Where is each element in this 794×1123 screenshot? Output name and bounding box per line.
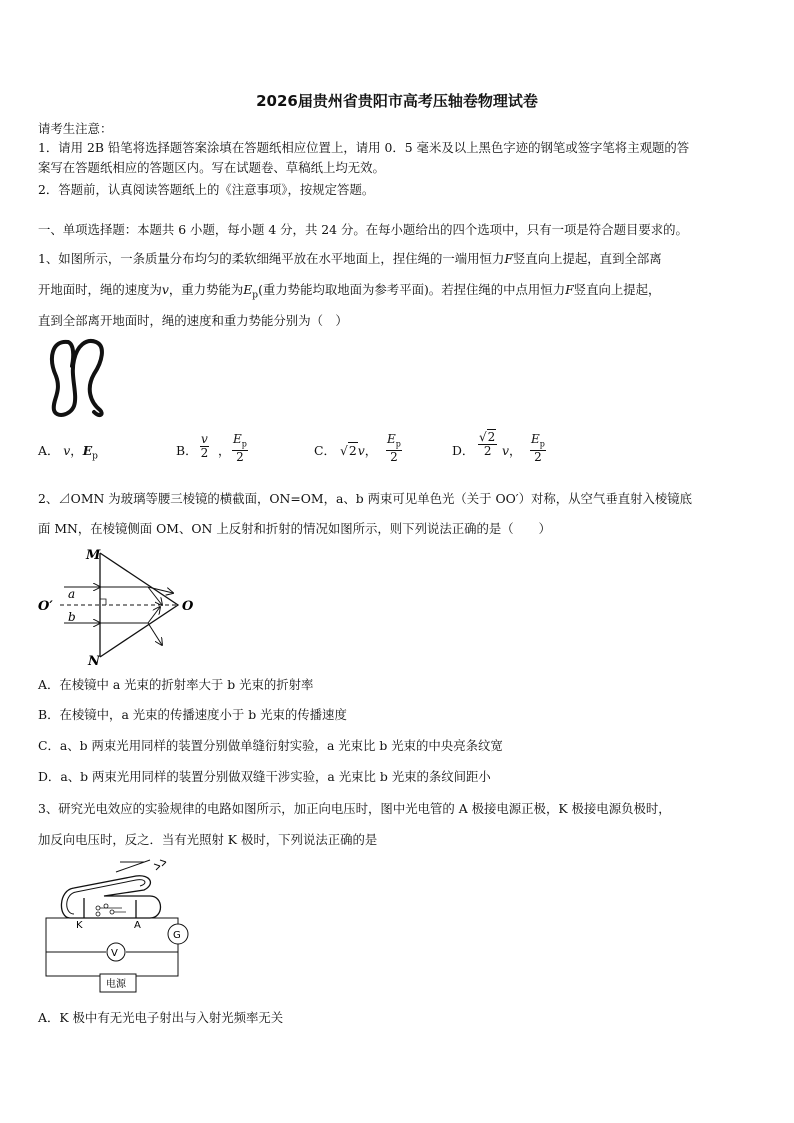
q2-option-a: A．在棱镜中 a 光束的折射率大于 b 光束的折射率 <box>38 677 314 692</box>
label-o: O <box>182 599 194 614</box>
q1-option-d-frac-ep: $\frac{E_p}{2}$ <box>531 432 545 465</box>
q1-option-b-comma: ， <box>218 443 231 458</box>
notice-line-2: 2．答题前，认真阅读答题纸上的《注意事项》，按规定答题。 <box>38 182 375 197</box>
q2-line-1: 2、⊿OMN 为玻璃等腰三棱镜的横截面，ON=OM，a、b 两束可见单色光（关于 OO′）对称，从空气垂直射入棱镜底 <box>38 491 693 506</box>
label-k: K <box>76 920 83 931</box>
q1-option-c-frac-ep: $\frac{E_p}{2}$ <box>387 432 401 465</box>
page-title: 2026届贵州省贵阳市高考压轴卷物理试卷 <box>256 92 538 110</box>
section-heading: 一、单项选择题：本题共 6 小题，每小题 4 分，共 24 分。在每小题给出的四个选项中，只有一项是符合题目要求的。 <box>38 222 688 237</box>
label-a: a <box>68 587 76 601</box>
label-b: b <box>68 610 76 624</box>
notice-heading: 请考生注意： <box>38 121 113 136</box>
rope-figure <box>44 336 110 420</box>
q1-option-b-frac-v: $\frac{v}{2}$ <box>200 432 209 460</box>
label-n: N <box>88 654 100 669</box>
q3-line-1: 3、研究光电效应的实验规律的电路如图所示，加正向电压时，图中光电管的 A 极接电源正极，K 极接电源负极时， <box>38 801 671 816</box>
q1-option-d-frac-sqrt: $\frac{√2}{2}$ <box>479 430 496 458</box>
q2-line-2: 面 MN，在棱镜侧面 OM、ON 上反射和折射的情况如图所示，则下列说法正确的是（ ） <box>38 521 551 536</box>
q2-option-d: D．a、b 两束光用同样的装置分别做双缝干涉实验，a 光束比 b 光束的条纹间距小 <box>38 769 491 784</box>
q1-option-b-frac-ep: $\frac{E_p}{2}$ <box>233 432 247 465</box>
prism-figure <box>36 545 206 670</box>
q1-option-c-sqrt-v: √2v， <box>340 443 378 458</box>
q3-line-2: 加反向电压时，反之．当有光照射 K 极时，下列说法正确的是 <box>38 832 378 847</box>
label-v: V <box>111 948 118 959</box>
label-m: M <box>86 548 101 563</box>
notice-line-1b: 案写在答题纸相应的答题区内。写在试题卷、草稿纸上均无效。 <box>38 160 385 175</box>
q1-option-c-label: C． <box>314 443 336 458</box>
q1-line-3: 直到全部离开地面时，绳的速度和重力势能分别为（ ） <box>38 313 348 328</box>
q2-option-c: C．a、b 两束光用同样的装置分别做单缝衍射实验，a 光束比 b 光束的中央亮条纹宽 <box>38 738 503 753</box>
q2-option-b: B．在棱镜中，a 光束的传播速度小于 b 光束的传播速度 <box>38 707 347 722</box>
q1-line-1: 1、如图所示，一条质量分布均匀的柔软细绳平放在水平地面上，捏住绳的一端用恒力F竖直向上提起，直到全部离 <box>38 251 662 266</box>
label-g: G <box>173 930 181 941</box>
label-power: 电源 <box>106 979 126 990</box>
label-o-prime: O′ <box>38 599 53 614</box>
q3-option-a: A．K 极中有无光电子射出与入射光频率无关 <box>38 1010 284 1025</box>
q1-option-b-label: B． <box>176 443 198 458</box>
q1-option-d-label: D． <box>452 443 475 458</box>
q1-line-2: 开地面时，绳的速度为v，重力势能为$E_p$(重力势能均取地面为参考平面)。若捏住绳的中点用恒力F竖直向上提起， <box>38 282 661 301</box>
label-anode: A <box>134 920 141 931</box>
q1-option-a: A． v，$E_p$ <box>38 443 98 462</box>
q1-option-d-v: v， <box>502 443 522 458</box>
photoelectric-circuit-figure <box>40 856 200 998</box>
notice-line-1a: 1．请用 2B 铅笔将选择题答案涂填在答题纸相应位置上，请用 0．5 毫米及以上黑色字迹的钢笔或签字笔将主观题的答 <box>38 140 690 155</box>
